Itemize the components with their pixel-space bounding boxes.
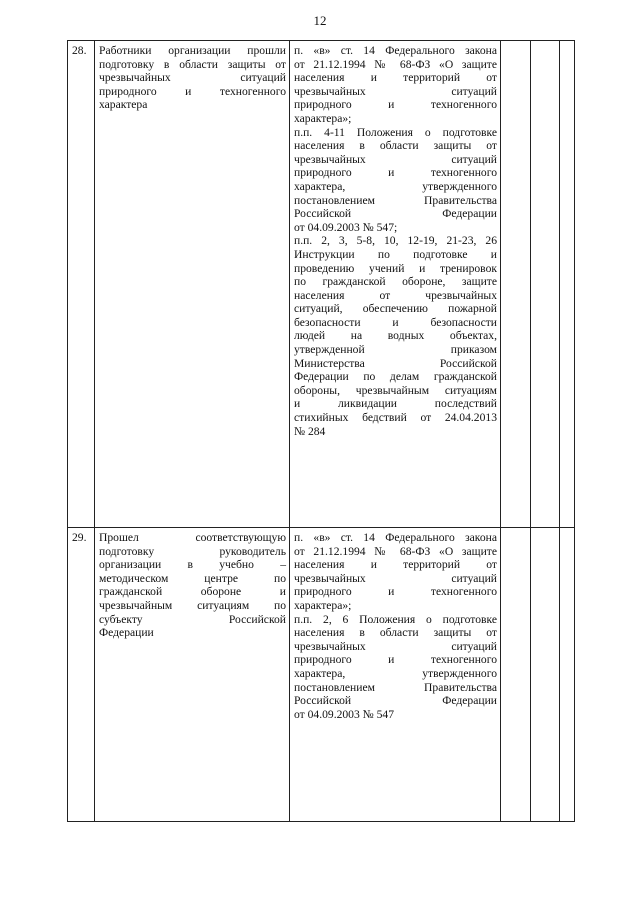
- legal-basis-line: от 21.12.1994 № 68-ФЗ «О защите: [294, 57, 497, 71]
- requirement-line: чрезвычайных ситуаций: [99, 71, 286, 85]
- answer-na-cell[interactable]: [560, 41, 575, 528]
- legal-basis-line: чрезвычайных ситуаций: [294, 571, 497, 585]
- legal-basis-line: людей на водных объектах,: [294, 329, 497, 343]
- legal-basis-cell: [290, 528, 501, 822]
- legal-basis-line: от 04.09.2003 № 547: [294, 707, 395, 721]
- legal-basis-line: чрезвычайных ситуаций: [294, 152, 497, 166]
- requirement-line: подготовку в области защиты от: [99, 57, 286, 71]
- legal-basis-line: населения в области защиты от: [294, 139, 497, 153]
- requirement-line: субъекту Российской: [99, 612, 286, 626]
- page-number: 12: [313, 13, 327, 28]
- requirement-line: характера: [99, 98, 148, 112]
- legal-basis-line: населения и территорий от: [294, 71, 497, 85]
- legal-basis-line: Федерации по делам гражданской: [294, 370, 497, 384]
- legal-basis-line: стихийных бедствий от 24.04.2013: [294, 411, 497, 425]
- legal-basis-line: Российской Федерации: [294, 694, 497, 708]
- legal-basis-line: п.п. 4-11 Положения о подготовке: [294, 125, 497, 139]
- legal-basis-line: п.п. 2, 3, 5-8, 10, 12-19, 21-23, 26: [294, 234, 497, 248]
- legal-basis-line: Инструкции по подготовке и: [294, 247, 497, 261]
- requirement-line: организации в учебно –: [99, 558, 286, 572]
- legal-basis-line: характера, утвержденного: [294, 179, 497, 193]
- legal-basis-line: природного и техногенного: [294, 653, 497, 667]
- legal-basis-line: безопасности и безопасности: [294, 315, 497, 329]
- legal-basis-cell: [290, 41, 501, 528]
- legal-basis-line: п. «в» ст. 14 Федерального закона: [294, 44, 497, 57]
- requirement-line: Прошел соответствующую: [99, 531, 286, 544]
- answer-yes-cell[interactable]: [501, 41, 531, 528]
- legal-basis-line: характера»;: [294, 598, 352, 612]
- requirement-line: Федерации: [99, 626, 154, 640]
- legal-basis-line: характера, утвержденного: [294, 666, 497, 680]
- requirement-line: методическом центре по: [99, 571, 286, 585]
- legal-basis-line: по гражданской обороне, защите: [294, 275, 497, 289]
- legal-basis-line: природного и техногенного: [294, 166, 497, 180]
- legal-basis-line: характера»;: [294, 111, 352, 125]
- legal-basis-line: природного и техногенного: [294, 585, 497, 599]
- legal-basis-line: населения в области защиты от: [294, 626, 497, 640]
- requirement-line: природного и техногенного: [99, 84, 286, 98]
- legal-basis-line: от 21.12.1994 № 68-ФЗ «О защите: [294, 544, 497, 558]
- answer-no-cell[interactable]: [531, 528, 560, 822]
- legal-basis-line: обороны, чрезвычайным ситуациям: [294, 383, 497, 397]
- answer-na-cell[interactable]: [560, 528, 575, 822]
- requirement-cell: [95, 41, 290, 528]
- legal-basis-line: ситуаций, обеспечению пожарной: [294, 302, 497, 316]
- legal-basis-line: населения от чрезвычайных: [294, 288, 497, 302]
- legal-basis-line: проведению учений и тренировок: [294, 261, 497, 275]
- requirement-line: подготовку руководитель: [99, 544, 286, 558]
- legal-basis-line: природного и техногенного: [294, 98, 497, 112]
- legal-basis-line: постановлением Правительства: [294, 680, 497, 694]
- answer-yes-cell[interactable]: [501, 528, 531, 822]
- legal-basis-line: постановлением Правительства: [294, 193, 497, 207]
- legal-basis-line: Российской Федерации: [294, 207, 497, 221]
- checklist-table: [67, 40, 575, 822]
- requirement-line: Работники организации прошли: [99, 44, 286, 57]
- answer-no-cell[interactable]: [531, 41, 560, 528]
- requirement-line: чрезвычайным ситуациям по: [99, 598, 286, 612]
- legal-basis-line: и ликвидации последствий: [294, 397, 497, 411]
- table-row: [68, 41, 575, 528]
- requirement-cell: [95, 528, 290, 822]
- row-number: 29.: [68, 528, 95, 822]
- legal-basis-line: от 04.09.2003 № 547;: [294, 220, 398, 234]
- table-row: [68, 528, 575, 822]
- legal-basis-line: п.п. 2, 6 Положения о подготовке: [294, 612, 497, 626]
- legal-basis-line: № 284: [294, 424, 326, 438]
- legal-basis-line: утвержденной приказом: [294, 343, 497, 357]
- requirement-line: гражданской обороне и: [99, 585, 286, 599]
- legal-basis-line: п. «в» ст. 14 Федерального закона: [294, 531, 497, 544]
- legal-basis-line: населения и территорий от: [294, 558, 497, 572]
- row-number: 28.: [68, 41, 95, 528]
- legal-basis-line: чрезвычайных ситуаций: [294, 639, 497, 653]
- legal-basis-line: Министерства Российской: [294, 356, 497, 370]
- legal-basis-line: чрезвычайных ситуаций: [294, 84, 497, 98]
